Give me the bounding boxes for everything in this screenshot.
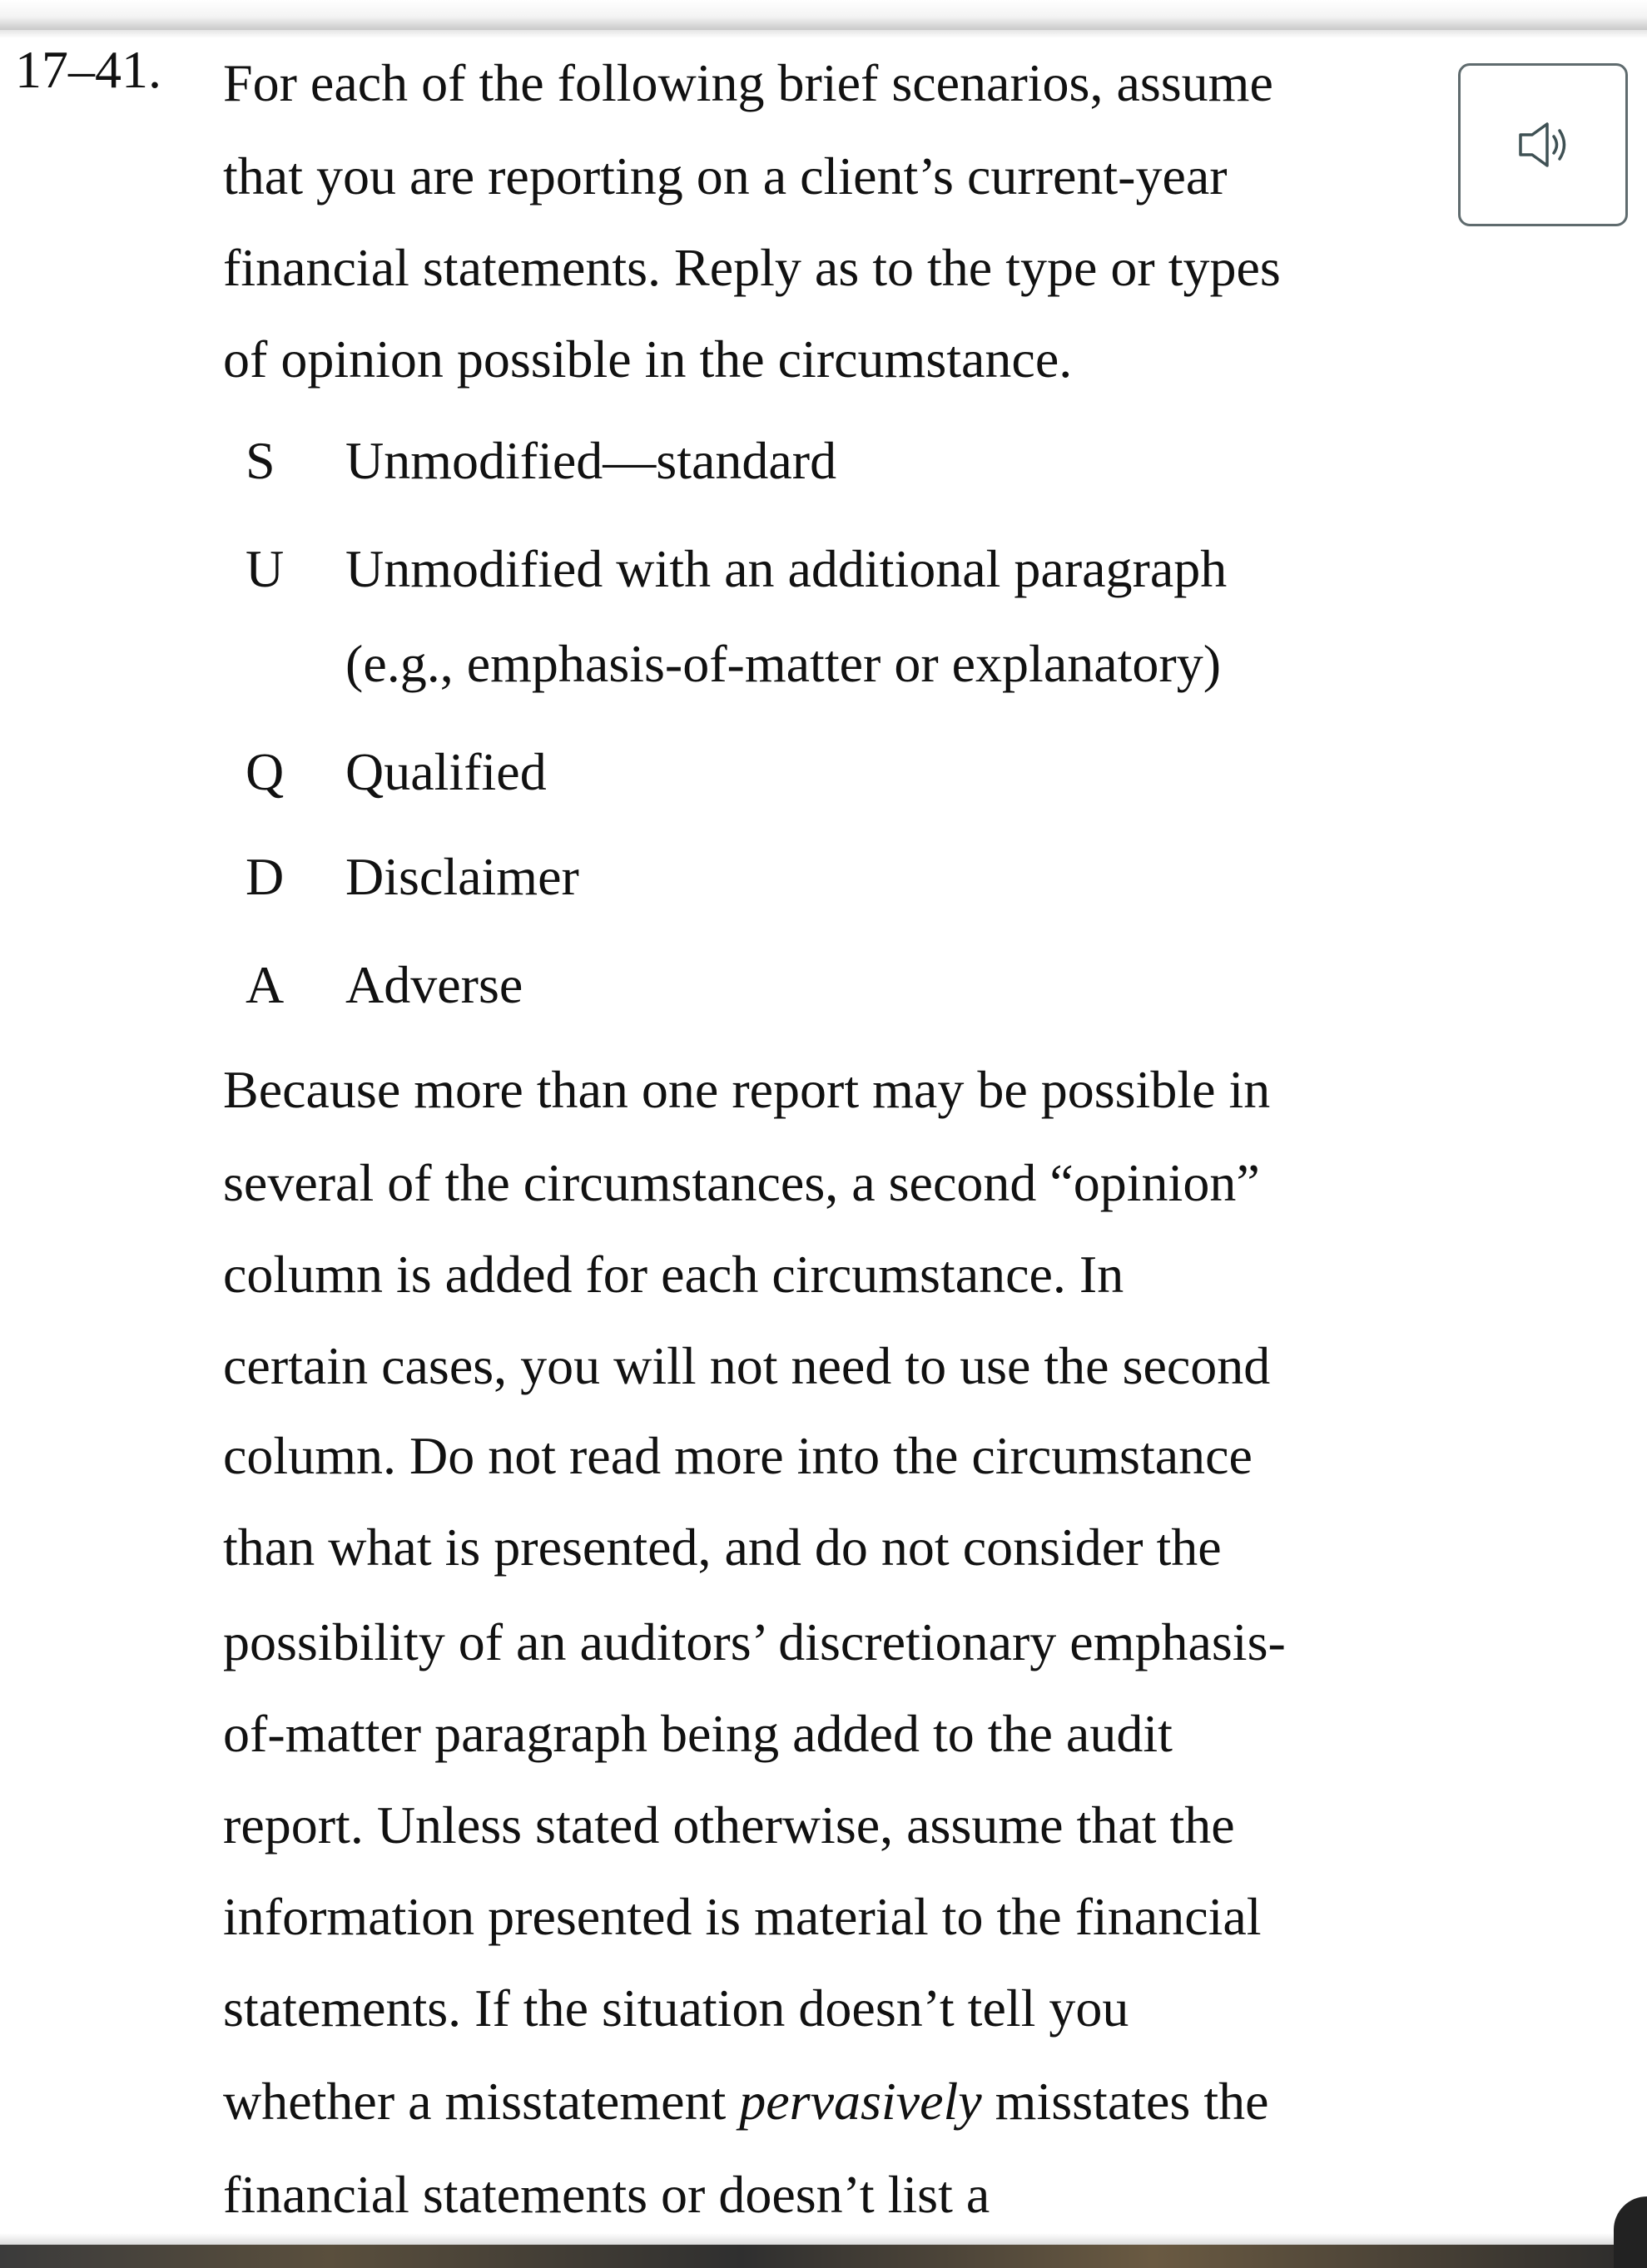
body-line-5: column. Do not read more into the circumstance <box>223 1426 1253 1485</box>
bottom-bar <box>0 2245 1647 2268</box>
option-text-a: Adverse <box>345 955 523 1014</box>
top-bar <box>0 0 1647 30</box>
intro-line-1: For each of the following brief scenarios, assume <box>223 53 1273 112</box>
body-line-13: financial statements or doesn’t list a <box>223 2165 990 2224</box>
option-text-q: Qualified <box>345 742 547 801</box>
body-line-2: several of the circumstances, a second “opinion” <box>223 1153 1260 1212</box>
option-letter-s: S <box>246 431 275 490</box>
intro-line-2: that you are reporting on a client’s current-year <box>223 146 1228 206</box>
pervasive-line-before: whether a misstatement <box>223 2072 740 2131</box>
option-letter-d: D <box>246 847 285 906</box>
speaker-icon <box>1517 121 1572 169</box>
body-line-12 <box>223 2072 1269 2131</box>
option-letter-a: A <box>246 955 285 1014</box>
body-line-9: report. Unless stated otherwise, assume that the <box>223 1795 1235 1855</box>
audio-button[interactable] <box>1458 63 1628 226</box>
intro-line-4: of opinion possible in the circumstance. <box>223 329 1073 389</box>
intro-line-3: financial statements. Reply as to the type or types <box>223 238 1281 297</box>
body-line-10: information presented is material to the financial <box>223 1887 1262 1946</box>
body-line-3: column is added for each circumstance. In <box>223 1245 1124 1304</box>
bottom-edge <box>0 2233 1647 2245</box>
body-line-4: certain cases, you will not need to use the second <box>223 1336 1271 1395</box>
body-line-7: possibility of an auditors’ discretionary emphasis- <box>223 1612 1286 1671</box>
top-bar-shadow <box>0 30 1647 38</box>
body-line-1: Because more than one report may be possible in <box>223 1060 1271 1119</box>
option-text-d: Disclaimer <box>345 847 579 906</box>
pervasive-line-after: misstates the <box>981 2072 1269 2131</box>
problem-number: 17–41. <box>15 40 161 99</box>
option-letter-u: U <box>246 539 285 598</box>
body-line-6: than what is presented, and do not consider the <box>223 1518 1222 1577</box>
option-text-s: Unmodified—standard <box>345 431 837 490</box>
body-line-11: statements. If the situation doesn’t tell you <box>223 1978 1129 2038</box>
window-corner <box>1614 2196 1647 2268</box>
body-line-8: of-matter paragraph being added to the audit <box>223 1704 1173 1763</box>
option-text-u-2: (e.g., emphasis-of-matter or explanatory) <box>345 634 1222 693</box>
pervasive-emphasis: pervasively <box>739 2072 982 2131</box>
option-letter-q: Q <box>246 742 285 801</box>
option-text-u-1: Unmodified with an additional paragraph <box>345 539 1228 598</box>
